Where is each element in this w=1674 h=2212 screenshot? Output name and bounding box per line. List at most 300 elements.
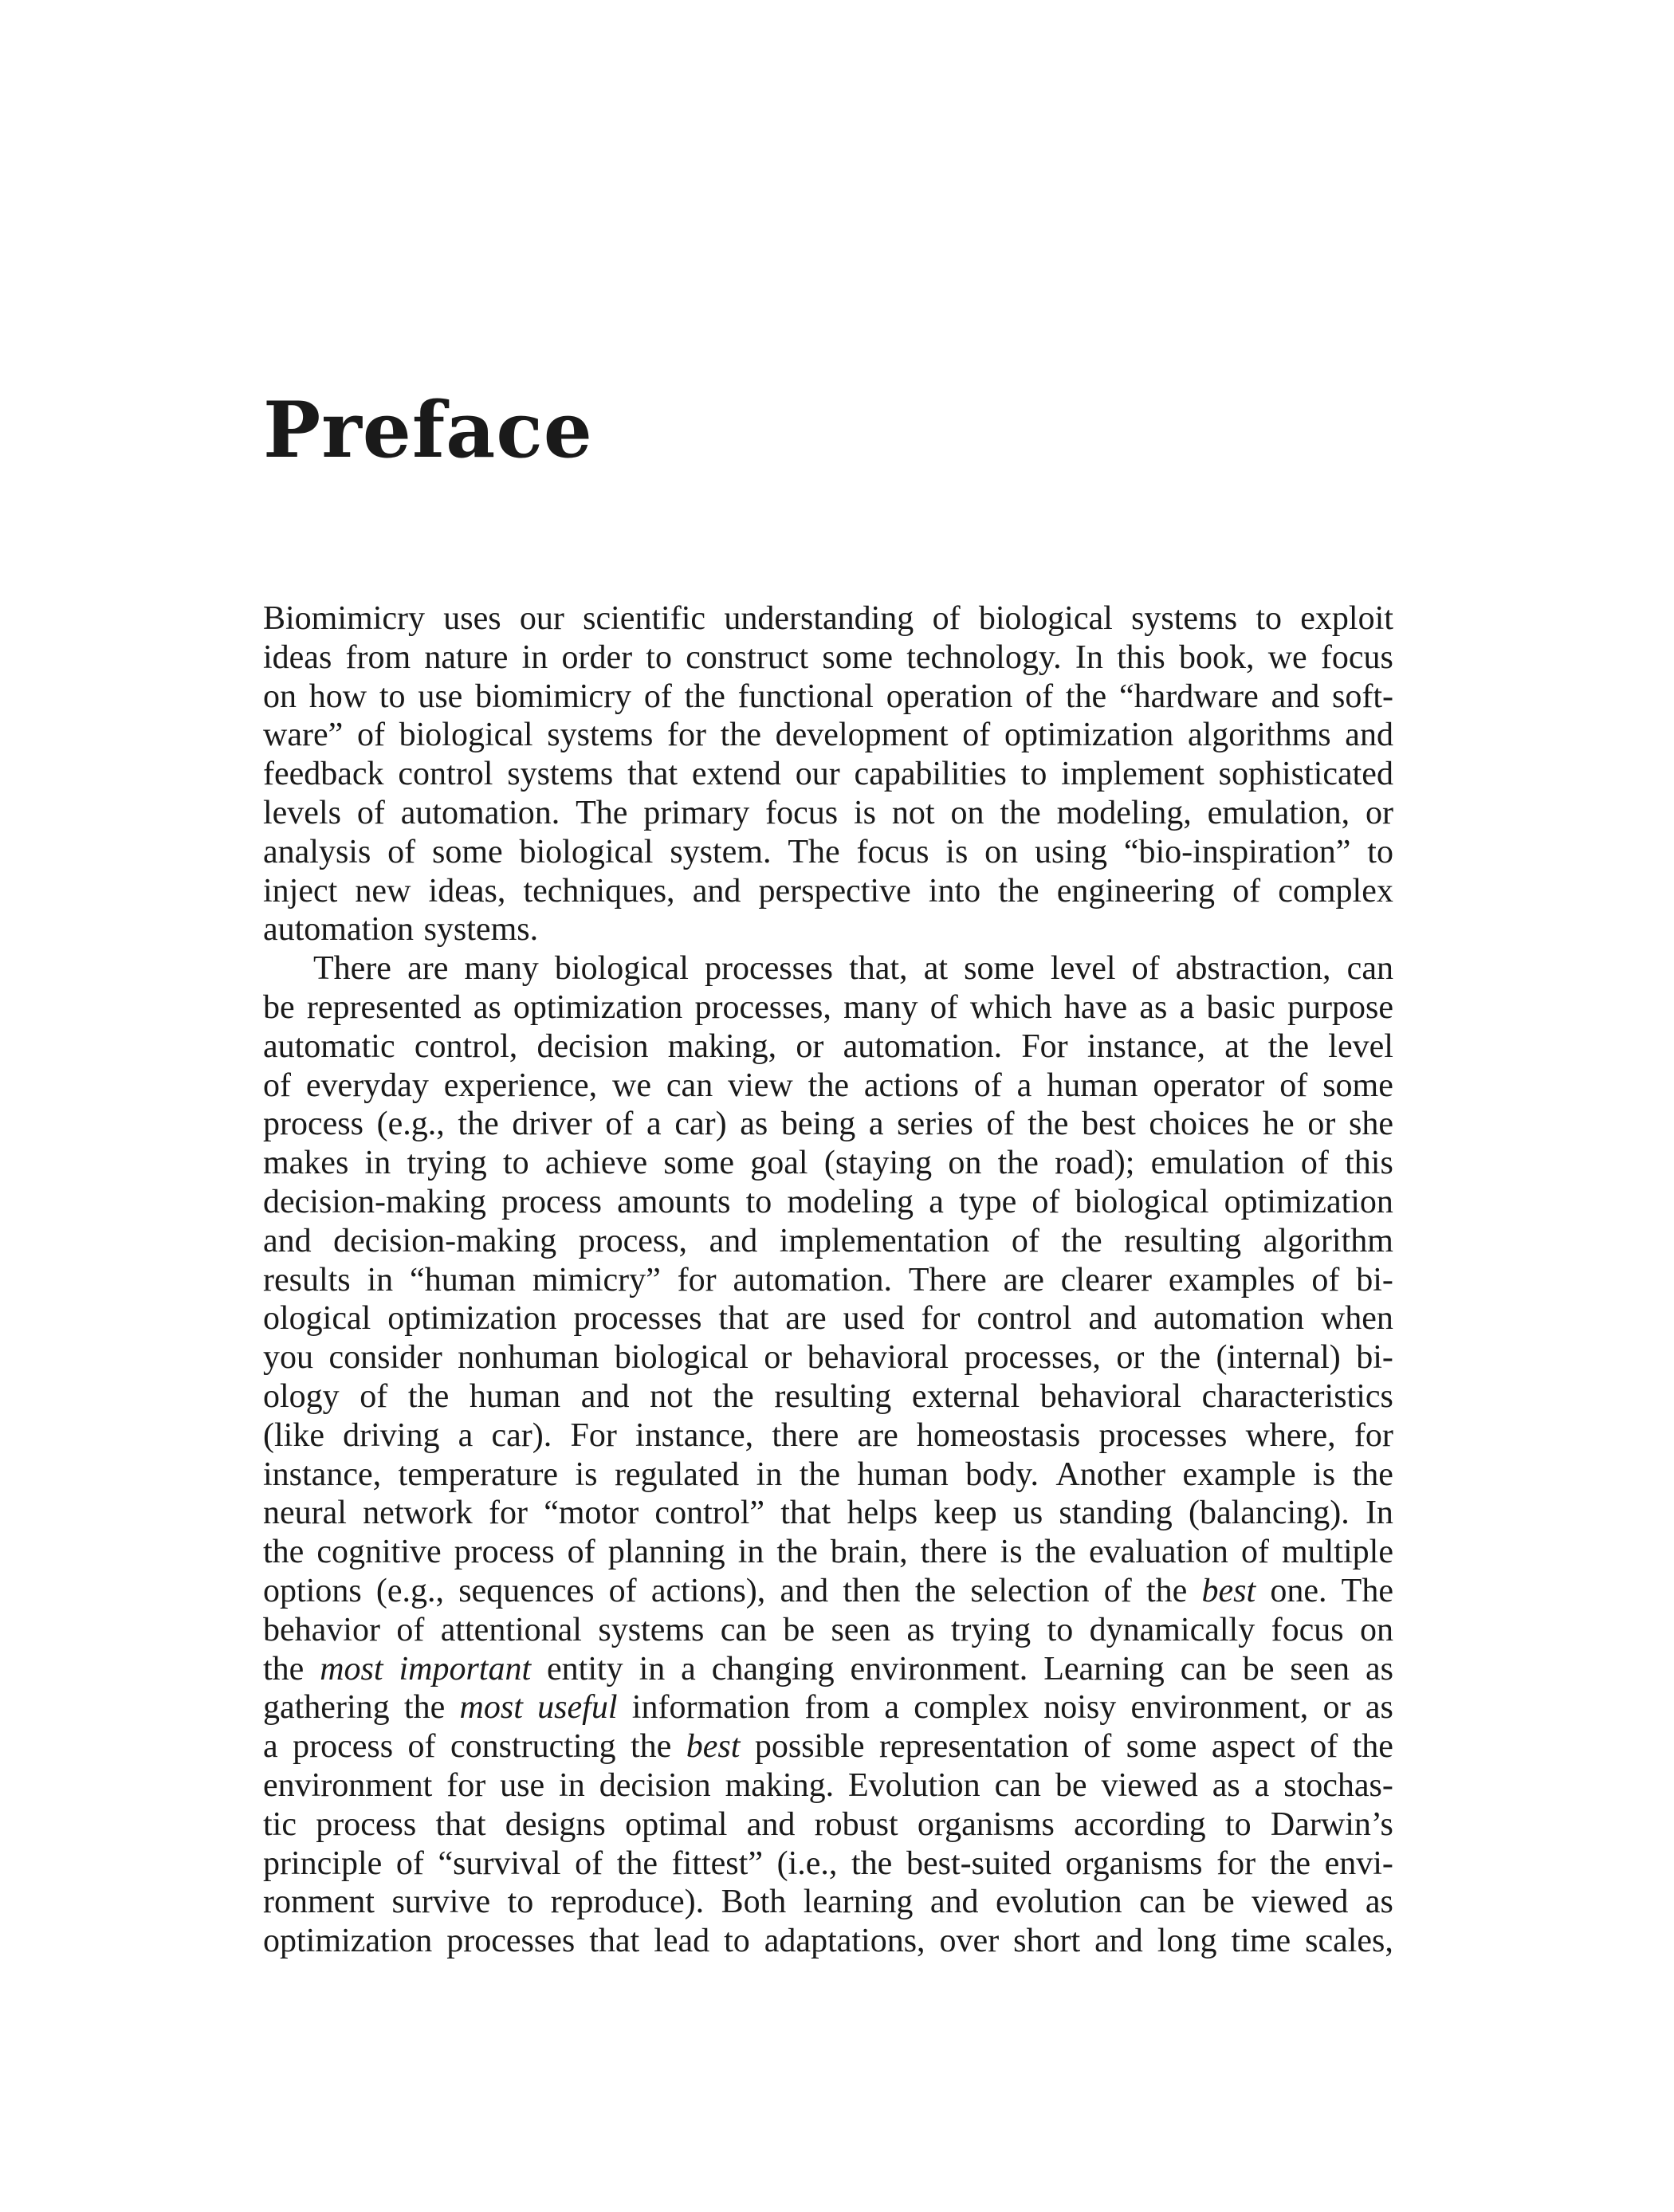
word: ideas, <box>428 872 506 910</box>
word: systems <box>1131 600 1238 637</box>
word: many <box>843 988 918 1026</box>
word: resulting <box>774 1377 892 1415</box>
word: optimization <box>387 1300 557 1338</box>
word: capabilities <box>854 756 1007 793</box>
word: feedback <box>263 756 384 793</box>
word: attentional <box>440 1611 582 1648</box>
word: techniques, <box>523 872 675 910</box>
word: be <box>263 988 295 1026</box>
word: as <box>1365 1650 1393 1687</box>
word: biological <box>978 600 1113 637</box>
word: process <box>293 1728 394 1766</box>
word: primary <box>643 794 750 831</box>
word: the <box>808 1067 849 1104</box>
word: human <box>469 1377 561 1415</box>
word: in <box>521 638 548 676</box>
word: environment, <box>1130 1689 1309 1727</box>
text-line <box>263 1922 1393 1961</box>
word: changing <box>711 1650 835 1687</box>
text-line <box>263 678 1393 717</box>
word: seen <box>1290 1650 1350 1687</box>
word: road); <box>1055 1145 1135 1182</box>
word: on <box>948 1145 982 1182</box>
word: There <box>313 950 391 988</box>
word: process, <box>578 1222 688 1259</box>
word: biological <box>519 833 654 870</box>
word: operator <box>1153 1067 1265 1104</box>
text-line <box>263 910 1393 949</box>
word: of <box>1025 678 1054 715</box>
word: of <box>605 1106 634 1143</box>
word: implementation <box>779 1222 990 1259</box>
text-line <box>263 1105 1393 1144</box>
word: lead <box>654 1923 710 1960</box>
word: some <box>822 638 894 676</box>
word: control <box>398 756 493 793</box>
word: car) <box>674 1106 727 1143</box>
word: in <box>639 1650 666 1687</box>
word: complex <box>914 1689 1029 1727</box>
text-line <box>263 1533 1393 1572</box>
word: can <box>666 1067 713 1104</box>
word: of <box>356 717 385 754</box>
word: behavioral <box>807 1339 949 1377</box>
word: on <box>1359 1611 1393 1648</box>
word: of <box>356 794 385 831</box>
word: behavior <box>263 1611 380 1648</box>
word: in <box>737 1534 764 1571</box>
word: human <box>857 1456 949 1493</box>
word: options <box>263 1572 362 1609</box>
word: new <box>355 872 411 910</box>
word: to <box>1047 1611 1074 1648</box>
word: decision-making <box>263 1183 486 1220</box>
word: “bio-inspiration” <box>1123 833 1351 870</box>
word: of <box>1103 1572 1132 1609</box>
word: the <box>684 678 725 715</box>
word: of <box>643 678 672 715</box>
text-line <box>263 716 1393 755</box>
word: automation. <box>733 1261 892 1299</box>
word: of <box>1240 1534 1269 1571</box>
word: making, <box>667 1027 777 1065</box>
word: of <box>396 1611 425 1648</box>
text-line <box>263 755 1393 794</box>
word: achieve <box>544 1145 648 1182</box>
word: temperature <box>398 1456 559 1493</box>
word: for <box>446 1766 486 1804</box>
word: process <box>454 1534 555 1571</box>
word: short <box>1013 1923 1081 1960</box>
word: instance, <box>1087 1027 1205 1065</box>
word: are <box>857 1416 898 1454</box>
text-line <box>263 1377 1393 1416</box>
word: “human <box>410 1261 516 1299</box>
word: as <box>1212 1766 1240 1804</box>
word: being <box>780 1106 856 1143</box>
word: adaptations, <box>764 1923 925 1960</box>
word: control <box>976 1300 1072 1338</box>
word: driving <box>343 1416 440 1454</box>
word: The <box>576 794 628 831</box>
word: can <box>994 1766 1041 1804</box>
word: that <box>627 756 678 793</box>
text-line <box>263 1805 1393 1845</box>
word: ronment <box>263 1884 375 1921</box>
word: tic <box>263 1805 297 1843</box>
word: brain, <box>830 1534 908 1571</box>
word: of <box>395 1845 424 1882</box>
word: to <box>503 1145 529 1182</box>
word: Evolution <box>848 1766 980 1804</box>
word: as <box>1365 1689 1393 1727</box>
word: the <box>1159 1339 1201 1377</box>
word: mimicry” <box>532 1261 661 1299</box>
word: a <box>1254 1766 1270 1804</box>
word: organisms <box>917 1805 1055 1843</box>
text-line <box>263 988 1393 1027</box>
word: actions), <box>650 1572 766 1609</box>
word: systems <box>507 756 614 793</box>
word: important <box>399 1650 532 1687</box>
word: driver <box>512 1106 592 1143</box>
word: the <box>458 1106 499 1143</box>
word: biomimicry <box>475 678 632 715</box>
word: of <box>962 717 991 754</box>
word: a <box>646 1106 662 1143</box>
word: systems <box>598 1611 705 1648</box>
word: abstraction, <box>1175 950 1331 988</box>
word: gathering <box>263 1689 390 1727</box>
word: network <box>363 1495 473 1532</box>
word: biological <box>399 717 533 754</box>
word: viewed <box>1101 1766 1198 1804</box>
word: complex <box>1278 872 1393 910</box>
word: construct <box>686 638 809 676</box>
word: process <box>316 1805 417 1843</box>
word: makes <box>263 1145 349 1182</box>
text-line <box>263 1144 1393 1183</box>
word: are <box>785 1300 827 1338</box>
word: processes <box>573 1300 702 1338</box>
word: The <box>1341 1572 1393 1609</box>
text-line <box>263 949 1393 988</box>
word: the <box>1065 678 1107 715</box>
word: principle <box>263 1845 383 1882</box>
word: envi- <box>1324 1845 1393 1882</box>
word: best <box>1082 1106 1136 1143</box>
word: represented <box>306 988 462 1026</box>
word: some <box>964 950 1035 988</box>
word: of <box>1300 1145 1329 1182</box>
word: view <box>728 1067 793 1104</box>
word: The <box>788 833 840 870</box>
text-line <box>263 1650 1393 1689</box>
word: extend <box>691 756 781 793</box>
word: sophisticated <box>1218 756 1393 793</box>
word: as <box>1139 988 1168 1026</box>
word: ological <box>263 1300 371 1338</box>
text-line <box>263 599 1393 638</box>
word: everyday <box>305 1067 429 1104</box>
text-line <box>263 1416 1393 1456</box>
word: of <box>986 1106 1015 1143</box>
word: process <box>263 1106 363 1143</box>
text-line <box>263 1456 1393 1495</box>
word: the <box>720 717 761 754</box>
word: reproduce). <box>550 1884 705 1921</box>
word: to <box>1256 600 1283 637</box>
word: regulated <box>614 1456 740 1493</box>
word: of <box>608 1572 637 1609</box>
word: algorithm <box>1263 1222 1393 1259</box>
text-line <box>263 1067 1393 1106</box>
word: understanding <box>724 600 914 637</box>
word: to <box>646 638 672 676</box>
word: have <box>1063 988 1128 1026</box>
text-line <box>263 1494 1393 1533</box>
word: there <box>920 1534 988 1571</box>
word: that <box>435 1805 486 1843</box>
word: learning <box>803 1884 914 1921</box>
word: book, <box>1178 638 1255 676</box>
word: Darwin’s <box>1270 1805 1393 1843</box>
word: a <box>681 1650 696 1687</box>
word: when <box>1320 1300 1393 1338</box>
text-line <box>263 1261 1393 1300</box>
word: processes <box>705 950 833 988</box>
word: or <box>1116 1339 1145 1377</box>
word: that <box>589 1923 640 1960</box>
word: engineering <box>1056 872 1215 910</box>
word: development <box>775 717 949 754</box>
word: automation <box>1153 1300 1304 1338</box>
word: be <box>1055 1766 1087 1804</box>
word: can <box>1180 1650 1227 1687</box>
word: the <box>997 1145 1039 1182</box>
word: that <box>718 1300 769 1338</box>
word: be <box>783 1611 815 1648</box>
word: of <box>929 988 958 1026</box>
word: dynamically <box>1089 1611 1256 1648</box>
word: trying <box>407 1145 487 1182</box>
word: external <box>911 1377 1020 1415</box>
word: at <box>923 950 948 988</box>
word: or <box>1322 1689 1351 1727</box>
word: optimization <box>1004 717 1174 754</box>
word: order <box>561 638 633 676</box>
word: scales, <box>1305 1923 1393 1960</box>
word: not <box>650 1377 693 1415</box>
word: emulation <box>1150 1145 1285 1182</box>
word: perspective <box>758 872 911 910</box>
word: the <box>799 1456 841 1493</box>
word: a <box>1179 988 1195 1026</box>
word: use <box>500 1766 545 1804</box>
word: system. <box>670 833 772 870</box>
text-line <box>263 794 1393 833</box>
word: noisy <box>1043 1689 1117 1727</box>
word: time <box>1231 1923 1291 1960</box>
word: and <box>580 1377 630 1415</box>
word: uses <box>443 600 501 637</box>
word: survive <box>391 1884 491 1921</box>
word: For <box>1021 1027 1068 1065</box>
text-line <box>263 1611 1393 1650</box>
word: the <box>713 1377 754 1415</box>
word: be <box>1202 1884 1235 1921</box>
word: the <box>407 1377 450 1415</box>
word: and <box>1271 678 1320 715</box>
word: implement <box>1061 756 1204 793</box>
word: focus <box>856 833 929 870</box>
word: on <box>984 833 1019 870</box>
word: ology <box>263 1377 340 1415</box>
word: standing <box>1059 1495 1173 1532</box>
word: levels <box>263 794 341 831</box>
word: are <box>407 950 449 988</box>
word: to <box>379 678 406 715</box>
word: experience, <box>443 1067 598 1104</box>
word: focus <box>765 794 839 831</box>
word: environment <box>263 1766 433 1804</box>
word: stochas- <box>1283 1766 1393 1804</box>
word: of <box>360 1377 388 1415</box>
word: or <box>796 1027 824 1065</box>
word: of <box>1232 872 1261 910</box>
word: a <box>1016 1067 1032 1104</box>
word: or <box>764 1339 792 1377</box>
word: human <box>1047 1067 1138 1104</box>
word: be <box>1242 1650 1275 1687</box>
word: (e.g., <box>375 1572 445 1609</box>
word: (internal) <box>1216 1339 1341 1377</box>
word: in <box>756 1456 783 1493</box>
word: of <box>1011 1222 1039 1259</box>
word: the <box>403 1689 446 1727</box>
word: focus <box>1271 1611 1344 1648</box>
word: long <box>1157 1923 1217 1960</box>
word: on <box>950 794 984 831</box>
word: (i.e., <box>776 1845 838 1882</box>
word: a <box>458 1416 474 1454</box>
word: a <box>868 1106 884 1143</box>
word: functional <box>737 678 874 715</box>
word: analysis <box>263 833 371 870</box>
word: and <box>1094 1923 1143 1960</box>
word: of <box>932 600 961 637</box>
word: inject <box>263 872 338 910</box>
word: and <box>746 1805 796 1843</box>
word: seen <box>831 1611 891 1648</box>
word: for <box>921 1300 961 1338</box>
word: systems <box>547 717 654 754</box>
word: best <box>1201 1572 1256 1609</box>
word: the <box>1035 1534 1076 1571</box>
word: the <box>616 1845 658 1882</box>
word: can <box>1346 950 1393 988</box>
word: In <box>1075 638 1103 676</box>
word: selection <box>970 1572 1090 1609</box>
word: technology. <box>906 638 1062 676</box>
word: processes, <box>694 988 831 1026</box>
word: into <box>928 872 981 910</box>
word: how <box>308 678 367 715</box>
word: entity <box>547 1650 623 1687</box>
word: according <box>1074 1805 1206 1843</box>
word: that, <box>849 950 908 988</box>
word: viewed <box>1252 1884 1349 1921</box>
word: is <box>1000 1534 1023 1571</box>
word: processes <box>446 1923 576 1960</box>
text-line <box>263 1338 1393 1377</box>
text-line <box>263 833 1393 872</box>
word: ideas <box>263 638 332 676</box>
word: planning <box>607 1534 725 1571</box>
word: as <box>906 1611 935 1648</box>
word: amounts <box>617 1183 731 1220</box>
word: evaluation <box>1088 1534 1228 1571</box>
word: you <box>263 1339 313 1377</box>
word: in <box>364 1145 391 1182</box>
word: optimization <box>263 1923 433 1960</box>
word: of <box>575 1845 603 1882</box>
word: in <box>367 1261 394 1299</box>
word: the <box>1267 1027 1310 1065</box>
word: of <box>1279 1067 1308 1104</box>
word: this <box>1345 1145 1393 1182</box>
word: our <box>795 756 840 793</box>
word: possible <box>754 1728 865 1766</box>
word: operation <box>886 678 1013 715</box>
word: the <box>1145 1572 1188 1609</box>
word: some <box>1126 1728 1197 1766</box>
word: exploit <box>1300 600 1393 637</box>
word: constructing <box>450 1728 616 1766</box>
text-line <box>263 1883 1393 1922</box>
word: or <box>1365 794 1393 831</box>
word: used <box>843 1300 905 1338</box>
text-line <box>263 1222 1393 1261</box>
word: which <box>969 988 1052 1026</box>
word: some <box>663 1145 735 1182</box>
word: the <box>1000 794 1041 831</box>
word: the <box>631 1728 672 1766</box>
word: then <box>843 1572 901 1609</box>
word: representation <box>878 1728 1069 1766</box>
word: for <box>489 1495 529 1532</box>
word: consider <box>328 1339 442 1377</box>
word: optimization <box>1224 1183 1393 1220</box>
word: is <box>575 1456 598 1493</box>
word: example <box>1182 1456 1296 1493</box>
word: goal <box>750 1145 808 1182</box>
word: to <box>1224 1805 1252 1843</box>
word: (staying <box>823 1145 933 1182</box>
word: basic <box>1206 988 1275 1026</box>
word: emulation, <box>1207 794 1350 831</box>
word: best <box>686 1728 741 1766</box>
word: useful <box>537 1689 618 1727</box>
word: and <box>780 1572 829 1609</box>
word: optimization <box>513 988 683 1026</box>
word: making. <box>725 1766 835 1804</box>
word: of <box>1131 950 1160 988</box>
word: control, <box>414 1027 518 1065</box>
word: is <box>854 794 877 831</box>
word: behavioral <box>1039 1377 1182 1415</box>
text-line <box>263 1027 1393 1067</box>
